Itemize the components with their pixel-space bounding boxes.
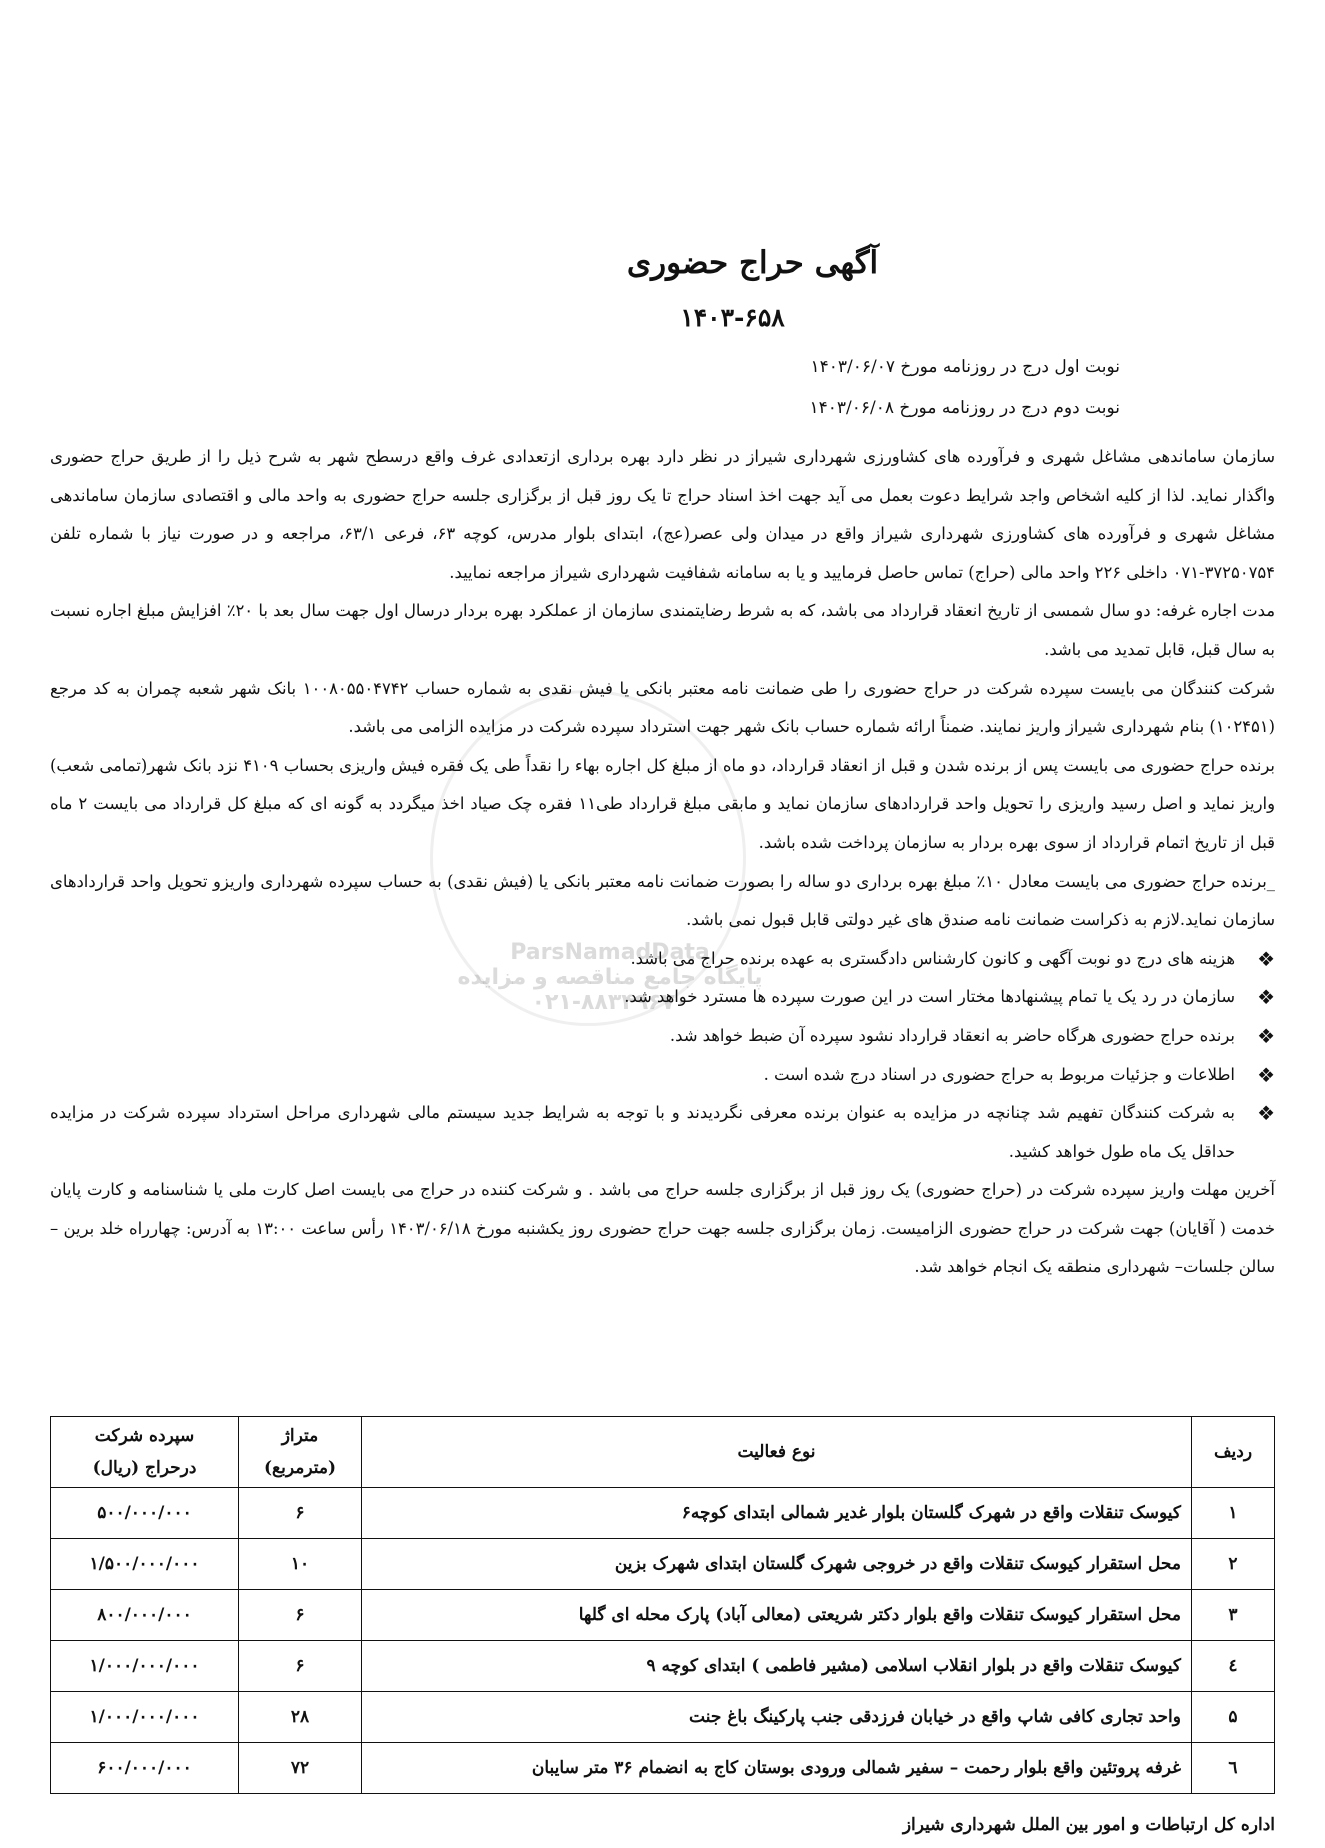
activity-cell: غرفه پروتئین واقع بلوار رحمت – سفیر شمالی ورودی بوستان کاج به انضمام ۳۶ متر سایبان	[362, 1743, 1192, 1794]
header-deposit-line1: سپرده شرکت	[94, 1426, 195, 1446]
final-paragraph: آخرین مهلت واریز سپرده شرکت در (حراج حضوری) یک روز قبل از برگزاری جلسه حراج می باشد . و شرکت کننده در حراج می بایست اصل کارت ملی یا شناسنامه و کارت پایان خدمت ( آقایان) جهت شرکت در حراج حضوری الزامیست. زمان برگزاری جلسه جهت حراج حضوری روز یکشنبه مورخ ۱۴۰۳/۰۶/۱۸ رأس ساعت ۱۳:۰۰ به آدرس: چهارراه خلد برین – سالن جلسات– شهرداری منطقه یک انجام خواهد شد.	[50, 1180, 1275, 1277]
header-deposit	[51, 1417, 239, 1488]
condition-text: هزینه های درج دو نوبت آگهی و کانون کارشناس دادگستری به عهده برنده حراج می باشد.	[630, 948, 1235, 968]
header-area	[239, 1417, 362, 1488]
bullet-icon: ❖	[1257, 985, 1275, 1010]
first-publication-notice: نوبت اول درج در روزنامه مورخ ۱۴۰۳/۰۶/۰۷	[810, 357, 1120, 377]
area-cell: ۶	[239, 1488, 362, 1539]
row-number: ۲	[1192, 1539, 1275, 1590]
header-row-number: ردیف	[1192, 1417, 1275, 1488]
footer-signature: اداره کل ارتباطات و امور بین الملل شهرداری شیراز	[902, 1815, 1275, 1835]
items-table	[50, 1416, 1275, 1794]
table-header-row	[51, 1417, 1275, 1488]
list-item	[50, 1094, 1275, 1171]
second-publication-notice: نوبت دوم درج در روزنامه مورخ ۱۴۰۳/۰۶/۰۸	[809, 398, 1120, 418]
row-number: ۱	[1192, 1488, 1275, 1539]
table-row	[51, 1590, 1275, 1641]
row-number: ٤	[1192, 1641, 1275, 1692]
page-title: آگهی حراج حضوری	[626, 245, 879, 281]
guarantee-paragraph: _برنده حراج حضوری می بایست معادل ۱۰٪ مبلغ بهره برداری دو ساله را بصورت ضمانت نامه معتبر بانکی یا (فیش نقدی) به حساب سپرده شهرداری واریزو تحویل واحد قراردادهای سازمان نماید.لازم به ذکراست ضمانت نامه صندق های غیر دولتی قابل قبول نمی باشد.	[50, 871, 1275, 930]
activity-cell: محل استقرار کیوسک تنقلات واقع بلوار دکتر شریعتی (معالی آباد) پارک محله ای گلها	[362, 1590, 1192, 1641]
bullet-icon: ❖	[1257, 1023, 1275, 1048]
table-row	[51, 1692, 1275, 1743]
area-cell: ۲۸	[239, 1692, 362, 1743]
deposit-paragraph: شرکت کنندگان می بایست سپرده شرکت در حراج حضوری را طی ضمانت نامه معتبر بانکی یا فیش نقدی به شماره حساب ۱۰۰۸۰۵۵۰۴۷۴۲ بانک شهر شعبه چمران به کد مرجع (۱۰۲۴۵۱) بنام شهرداری شیراز واریز نمایند. ضمناً ارائه شماره حساب بانک شهر جهت استرداد سپرده شرکت در مزایده الزامی می باشد.	[50, 678, 1275, 737]
table-row	[51, 1539, 1275, 1590]
activity-cell: محل استقرار کیوسک تنقلات واقع در خروجی شهرک گلستان ابتدای شهرک بزین	[362, 1539, 1192, 1590]
watermark-line1: پایگاه جامع مناقصه و مزایده	[457, 965, 763, 990]
row-number: ۳	[1192, 1590, 1275, 1641]
deposit-cell: ۱/۰۰۰/۰۰۰/۰۰۰	[51, 1641, 239, 1692]
row-number: ۵	[1192, 1692, 1275, 1743]
area-cell: ۱۰	[239, 1539, 362, 1590]
bullet-icon: ❖	[1257, 1062, 1275, 1087]
deposit-cell: ۵۰۰/۰۰۰/۰۰۰	[51, 1488, 239, 1539]
area-cell: ۶	[239, 1641, 362, 1692]
list-item	[50, 940, 1275, 979]
area-cell: ۷۲	[239, 1743, 362, 1794]
winner-payment-paragraph: برنده حراج حضوری می بایست پس از برنده شدن و قبل از انعقاد قرارداد، دو ماه از مبلغ کل اجاره بهاء را نقداً طی یک فقره فیش واریزی بحساب ۴۱۰۹ نزد بانک شهر(تمامی شعب) واریز نماید و اصل رسید واریزی را تحویل واحد قراردادهای سازمان نماید و مابقی مبلغ قرارداد طی۱۱ فقره چک صیاد اخذ میگردد به گونه ای که مبلغ کل قرارداد می بایست ۲ ماه قبل از تاریخ اتمام قرارداد از سوی بهره بردار به سازمان پرداخت شده باشد.	[50, 755, 1276, 852]
deposit-cell: ۱/۵۰۰/۰۰۰/۰۰۰	[51, 1539, 239, 1590]
list-item	[50, 1056, 1275, 1095]
activity-cell: واحد تجاری کافی شاپ واقع در خیابان فرزدقی جنب پارکینگ باغ جنت	[362, 1692, 1192, 1743]
table-row	[51, 1641, 1275, 1692]
table-row	[51, 1743, 1275, 1794]
conditions-list	[50, 940, 1275, 1172]
list-item	[50, 1017, 1275, 1056]
area-cell: ۶	[239, 1590, 362, 1641]
watermark-brand: ParsNamadData	[510, 940, 710, 965]
deposit-cell: ۱/۰۰۰/۰۰۰/۰۰۰	[51, 1692, 239, 1743]
header-activity: نوع فعالیت	[362, 1417, 1192, 1488]
header-area-line1: متراژ	[281, 1426, 319, 1446]
lease-term-paragraph: مدت اجاره غرفه: دو سال شمسی از تاریخ انعقاد قرارداد می باشد، که به شرط رضایتمندی سازمان از عملکرد بهره بردار درسال اول جهت سال بعد با ۲۰٪ افزایش مبلغ اجاره نسبت به سال قبل، قابل تمدید می باشد.	[50, 601, 1275, 659]
deposit-cell: ۸۰۰/۰۰۰/۰۰۰	[51, 1590, 239, 1641]
condition-text: سازمان در رد یک یا تمام پیشنهادها مختار است در این صورت سپرده ها مسترد خواهد شد.	[624, 987, 1235, 1007]
list-item	[50, 978, 1275, 1017]
condition-text: اطلاعات و جزئیات مربوط به حراج حضوری در اسناد درج شده است .	[763, 1064, 1235, 1084]
notice-body	[50, 438, 1275, 1287]
deposit-cell: ۶۰۰/۰۰۰/۰۰۰	[51, 1743, 239, 1794]
condition-text: به شرکت کنندگان تفهیم شد چنانچه در مزایده به عنوان برنده معرفی نگردیدند و با توجه به شرایط جدید سیستم مالی شهرداری مراحل استرداد سپرده شرکت در مزایده حداقل یک ماه طول خواهد کشید.	[50, 1103, 1235, 1161]
condition-text: برنده حراج حضوری هرگاه حاضر به انعقاد قرارداد نشود سپرده آن ضبط خواهد شد.	[669, 1025, 1235, 1045]
notice-number: ۱۴۰۳-۶۵۸	[680, 303, 785, 332]
bullet-icon: ❖	[1257, 1101, 1275, 1126]
watermark-line2: ۰۲۱-۸۸۳۴۹۶۷۰	[531, 990, 689, 1015]
table-row	[51, 1488, 1275, 1539]
header-deposit-line2: درحراج (ریال)	[92, 1458, 197, 1478]
activity-cell: کیوسک تنقلات واقع در بلوار انقلاب اسلامی (مشیر فاطمی ) ابتدای کوچه ۹	[362, 1641, 1192, 1692]
bullet-icon: ❖	[1257, 946, 1275, 971]
activity-cell: کیوسک تنقلات واقع در شهرک گلستان بلوار غدیر شمالی ابتدای کوچه۶	[362, 1488, 1192, 1539]
row-number: ٦	[1192, 1743, 1275, 1794]
header-area-line2: (مترمربع)	[264, 1458, 336, 1478]
intro-paragraph: سازمان ساماندهی مشاغل شهری و فرآورده های کشاورزی شهرداری شیراز در نظر دارد بهره برداری ازتعدادی غرف واقع درسطح شهر به شرح ذیل را از طریق حراج حضوری واگذار نماید. لذا از کلیه اشخاص واجد شرایط دعوت بعمل می آید جهت اخذ اسناد حراج تا یک روز قبل از برگزاری جلسه حراج حضوری به واحد مالی و اقتصادی سازمان ساماندهی مشاغل شهری و فرآورده های کشاورزی شهرداری شیراز واقع در میدان ولی عصر(عج)، ابتدای بلوار مدرس، کوچه ۶۳، فرعی ۶۳/۱، مراجعه و در صورت نیاز با شماره تلفن ۳۷۲۵۰۷۵۴-۰۷۱ داخلی ۲۲۶ واحد مالی (حراج) تماس حاصل فرمایید و یا به سامانه شفافیت شهرداری شیراز مراجعه نمایید.	[50, 447, 1275, 582]
